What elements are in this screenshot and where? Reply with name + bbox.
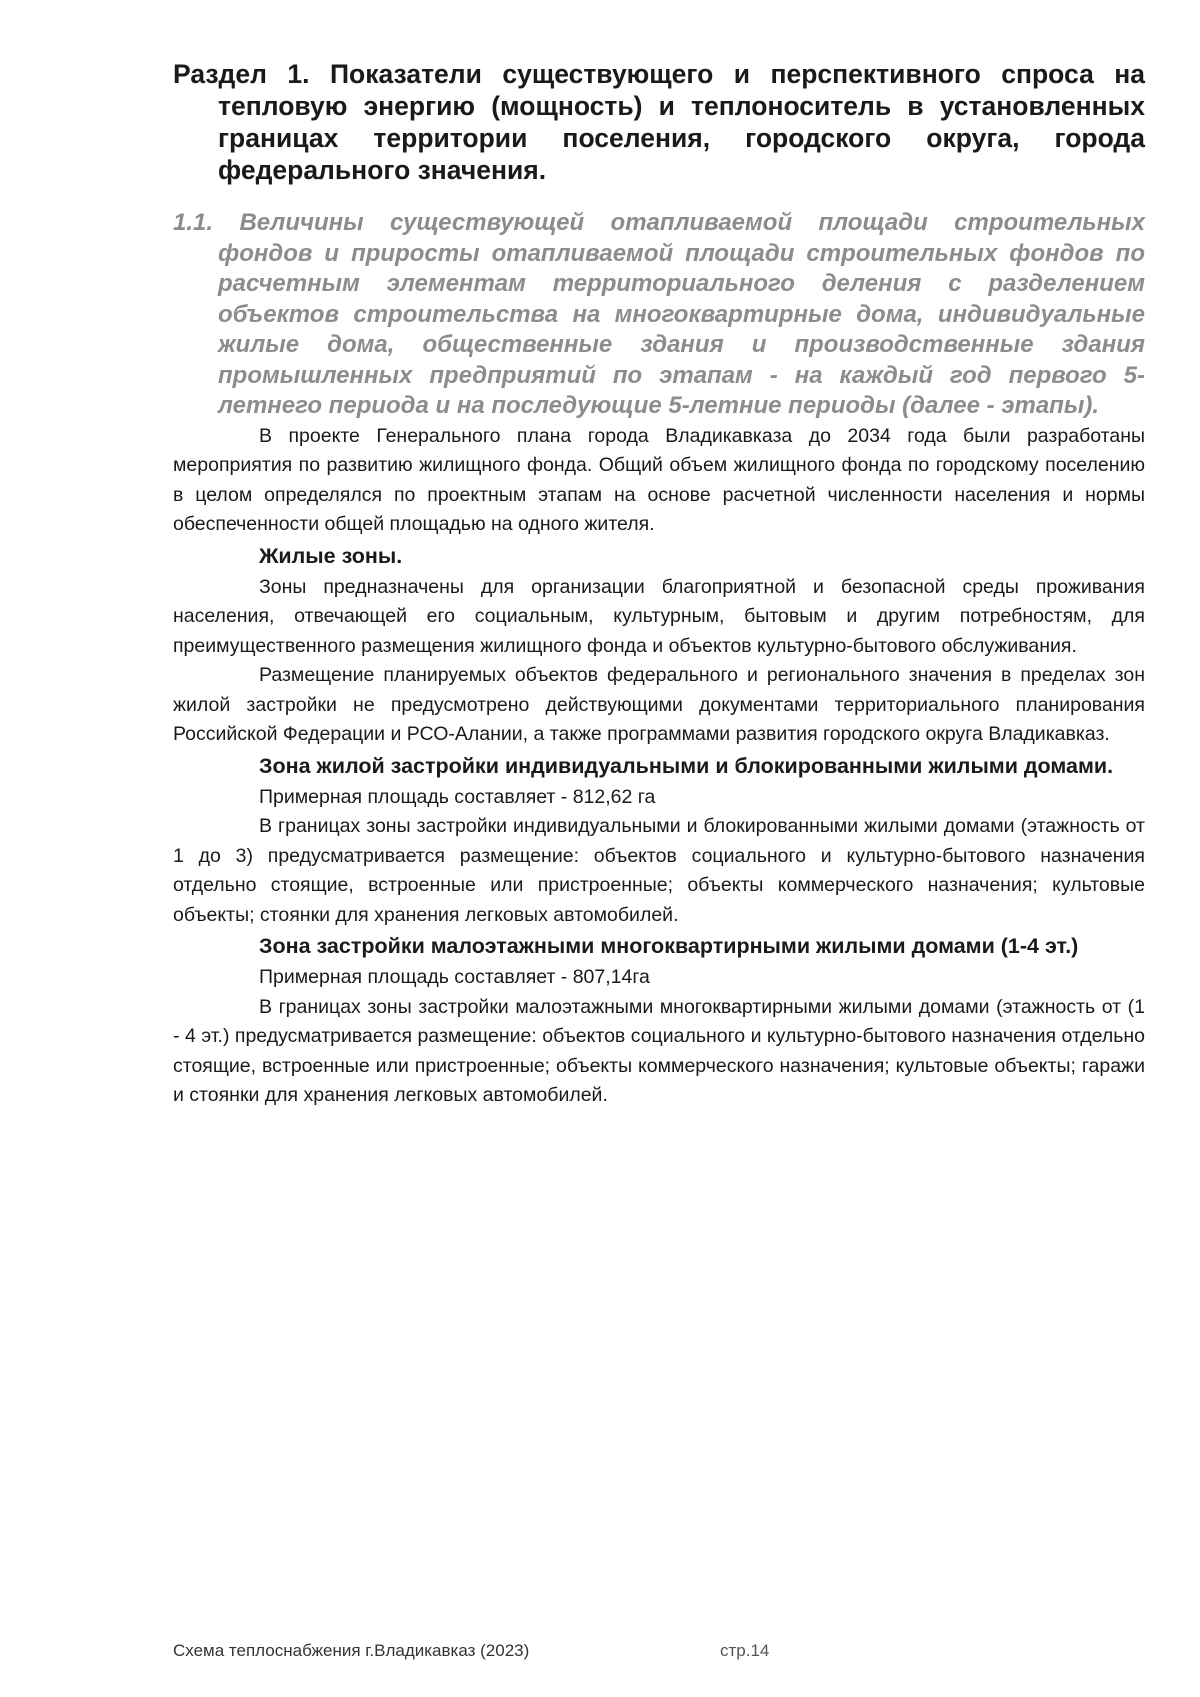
zone-individual-area: Примерная площадь составляет - 812,62 га [259,785,656,808]
section-heading: Раздел 1. Показатели существующего и перспективного спроса на тепловую энергию (мощность) и теплоноситель в установленных границах территории поселения, городского округа, города федерального значения. [173,59,1145,185]
residential-paragraph-2: Размещение планируемых объектов федерального и регионального значения в пределах зон жилой застройки не предусмотрено действующими документами территориального планирования Российской Федерации и РСО-Алании, а также программами развития городского округа Владикавказ. [173,664,1145,745]
zone-lowrise-heading: Зона застройки малоэтажными многоквартирными жилыми домами (1-4 эт.) [259,934,1079,958]
zone-lowrise-description: В границах зоны застройки малоэтажными многоквартирными жилыми домами (этажность от (1 - 4 эт.) предусматривается размещение: объектов социального и культурно-бытового назначения отдельно стоящие, встроенные или пристроенные; объекты коммерческого назначения; культовые объекты; гаражи и стоянки для хранения легковых автомобилей. [173,995,1145,1106]
intro-paragraph: В проекте Генерального плана города Владикавказа до 2034 года были разработаны мероприятия по развитию жилищного фонда. Общий объем жилищного фонда по городскому поселению в целом определялся по проектным этапам на основе расчетной численности населения и нормы обеспеченности общей площадью на одного жителя. [173,424,1145,535]
zone-individual-heading: Зона жилой застройки индивидуальными и блокированными жилыми домами. [259,753,1114,778]
footer-document-title: Схема теплоснабжения г.Владикавказ (2023) [173,1641,530,1660]
residential-paragraph-1: Зоны предназначены для организации благоприятной и безопасной среды проживания населения, отвечающей его социальным, культурным, бытовым и другим потребностям, для преимущественного размещения жилищного фонда и объектов культурно-бытового обслуживания. [173,575,1145,657]
zone-individual-description: В границах зоны застройки индивидуальными и блокированными жилыми домами (этажность от 1 до 3) предусматривается размещение: объектов социального и культурно-бытового назначения отдельно стоящие, встроенные или пристроенные; объекты коммерческого назначения; культовые объекты; стоянки для хранения легковых автомобилей. [173,815,1145,926]
footer-page-number: стр.14 [720,1641,770,1660]
subsection-heading: 1.1. Величины существующей отапливаемой площади строительных фондов и приросты отапливаемой площади строительных фондов по расчетным элементам территориального деления с разделением объектов строительства на многоквартирные дома, индивидуальные жилые дома, общественные здания и производственные здания промышленных предприятий по этапам - на каждый год первого 5-летнего периода и на последующие 5-летние периоды (далее - этапы). [173,209,1145,419]
zone-lowrise-area: Примерная площадь составляет - 807,14га [259,966,650,988]
document-page [173,58,1145,1111]
residential-zones-heading: Жилые зоны. [259,543,403,568]
